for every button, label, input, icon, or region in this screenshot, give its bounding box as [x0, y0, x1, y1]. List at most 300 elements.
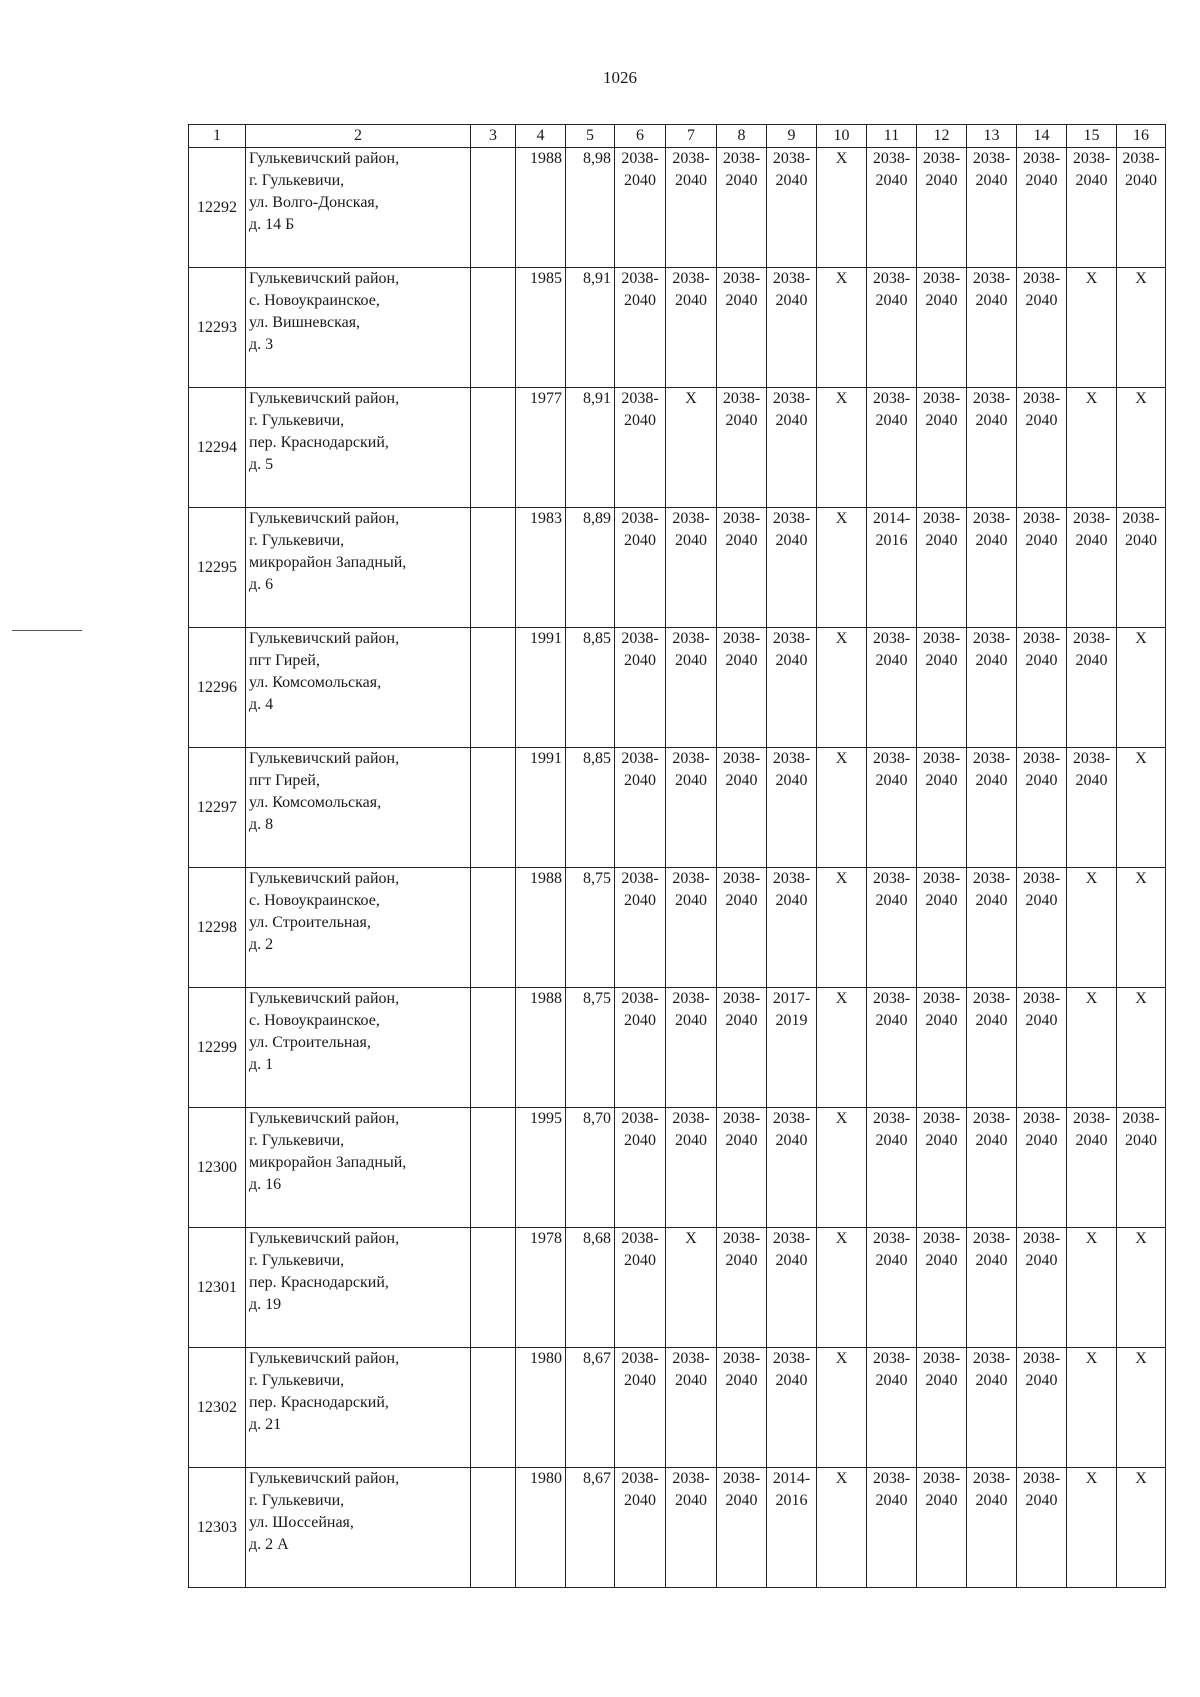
period-line: 2040: [975, 1372, 1008, 1389]
period-line: 2040: [675, 892, 707, 909]
period-line: 2038-: [621, 1350, 659, 1367]
period-cell: [917, 628, 967, 748]
period-cell: [767, 748, 817, 868]
address-line: д. 4: [249, 696, 274, 713]
table-row: [189, 148, 1166, 268]
period-line: 2040: [875, 652, 908, 669]
period-line: 2038-: [872, 1470, 911, 1487]
period-cell: [767, 1228, 817, 1348]
table-row: [189, 508, 1166, 628]
period-cell: [867, 988, 917, 1108]
address-cell: [246, 268, 471, 388]
period-line: 2040: [775, 412, 808, 429]
period-cell: [717, 268, 767, 388]
row-id: 12303: [189, 1468, 246, 1588]
period-line: 2040: [975, 1492, 1008, 1509]
year-cell: 1980: [516, 1468, 566, 1588]
period-line: 2038-: [972, 150, 1011, 167]
period-line: Х: [1135, 990, 1147, 1007]
period-line: 2040: [775, 1372, 808, 1389]
period-line: 2040: [975, 652, 1008, 669]
period-line: 2040: [1025, 652, 1058, 669]
period-line: 2038-: [872, 1230, 911, 1247]
period-line: 2038-: [772, 510, 811, 527]
period-cell: [1017, 628, 1067, 748]
period-line: 2038-: [621, 870, 659, 887]
period-line: 2038-: [872, 750, 911, 767]
period-line: 2038-: [621, 1110, 659, 1127]
period-line: 2038-: [672, 150, 710, 167]
period-line: Х: [1135, 870, 1147, 887]
period-cell: [967, 1468, 1017, 1588]
period-cell: [1117, 268, 1166, 388]
period-cell: [817, 628, 867, 748]
period-line: Х: [835, 510, 848, 527]
period-cell: [717, 1348, 767, 1468]
period-line: 2038-: [722, 1110, 761, 1127]
period-cell: [1117, 868, 1166, 988]
period-line: 2038-: [621, 630, 659, 647]
column-3-cell: [471, 148, 516, 268]
value-cell: 8,85: [566, 628, 615, 748]
period-line: 2040: [1025, 1132, 1058, 1149]
address-line: д. 1: [249, 1056, 274, 1073]
period-line: 2038-: [1022, 270, 1061, 287]
period-line: 2038-: [722, 750, 761, 767]
column-header: 7: [666, 125, 717, 148]
period-cell: [1017, 748, 1067, 868]
row-id: 12299: [189, 988, 246, 1108]
value-cell: 8,91: [566, 268, 615, 388]
period-line: 2038-: [1022, 870, 1061, 887]
row-id: 12293: [189, 268, 246, 388]
row-id: 12296: [189, 628, 246, 748]
column-3-cell: [471, 988, 516, 1108]
period-line: Х: [835, 1350, 848, 1367]
period-line: 2038-: [1122, 1110, 1160, 1127]
period-cell: [767, 988, 817, 1108]
period-line: 2038-: [621, 1230, 659, 1247]
period-line: 2038-: [872, 1350, 911, 1367]
period-line: 2038-: [872, 1110, 911, 1127]
address-line: д. 8: [249, 816, 274, 833]
period-cell: [917, 748, 967, 868]
address-line: д. 19: [249, 1296, 282, 1313]
period-cell: [1067, 748, 1117, 868]
period-line: 2040: [925, 1372, 958, 1389]
period-cell: [1017, 268, 1067, 388]
period-line: 2040: [925, 1252, 958, 1269]
period-cell: [967, 868, 1017, 988]
period-cell: [666, 508, 717, 628]
period-cell: [1067, 1468, 1117, 1588]
period-line: 2038-: [772, 270, 811, 287]
period-cell: [967, 1348, 1017, 1468]
value-cell: 8,85: [566, 748, 615, 868]
year-cell: 1980: [516, 1348, 566, 1468]
column-header: 4: [516, 125, 566, 148]
address-line: д. 16: [249, 1176, 282, 1193]
period-line: 2038-: [621, 150, 659, 167]
address-cell: [246, 388, 471, 508]
column-header: 1: [189, 125, 246, 148]
period-line: 2038-: [722, 1350, 761, 1367]
period-line: 2040: [875, 1372, 908, 1389]
period-line: 2040: [675, 652, 707, 669]
period-cell: [817, 988, 867, 1108]
period-line: 2040: [624, 172, 656, 189]
period-line: 2038-: [972, 750, 1011, 767]
period-cell: [817, 1228, 867, 1348]
period-line: 2040: [925, 772, 958, 789]
row-id: 12295: [189, 508, 246, 628]
period-cell: [666, 388, 717, 508]
period-line: 2040: [925, 1132, 958, 1149]
period-cell: [615, 1348, 666, 1468]
period-line: 2040: [1025, 532, 1058, 549]
period-cell: [917, 1108, 967, 1228]
period-cell: [666, 868, 717, 988]
period-cell: [666, 268, 717, 388]
period-line: 2014-: [872, 510, 911, 527]
period-line: 2040: [875, 412, 908, 429]
period-line: 2038-: [872, 990, 911, 1007]
period-line: 2040: [775, 1132, 808, 1149]
period-cell: [717, 748, 767, 868]
period-line: 2038-: [722, 270, 761, 287]
period-line: 2040: [975, 1012, 1008, 1029]
period-cell: [1067, 628, 1117, 748]
table-row: [189, 1108, 1166, 1228]
column-header: 16: [1117, 125, 1166, 148]
period-line: 2038-: [772, 750, 811, 767]
period-line: 2040: [624, 412, 656, 429]
year-cell: 1978: [516, 1228, 566, 1348]
period-line: 2038-: [722, 990, 761, 1007]
row-id: 12298: [189, 868, 246, 988]
period-line: 2038-: [621, 390, 659, 407]
period-line: 2040: [624, 772, 656, 789]
value-cell: 8,75: [566, 988, 615, 1108]
period-cell: [817, 1348, 867, 1468]
period-line: 2038-: [1022, 390, 1061, 407]
period-cell: [1117, 628, 1166, 748]
address-line: Гулькевичский район,: [249, 990, 400, 1007]
value-cell: 8,98: [566, 148, 615, 268]
period-cell: [967, 388, 1017, 508]
row-id: 12300: [189, 1108, 246, 1228]
address-line: д. 14 Б: [249, 216, 295, 233]
period-cell: [767, 268, 817, 388]
period-line: 2040: [624, 292, 656, 309]
column-header: 3: [471, 125, 516, 148]
period-cell: [917, 268, 967, 388]
period-line: 2040: [725, 1012, 758, 1029]
period-line: 2040: [725, 892, 758, 909]
period-cell: [967, 148, 1017, 268]
period-cell: [867, 748, 917, 868]
row-id: 12301: [189, 1228, 246, 1348]
period-line: 2040: [1125, 1132, 1157, 1149]
period-line: 2040: [875, 1012, 908, 1029]
period-line: 2040: [675, 1012, 707, 1029]
address-line: д. 2: [249, 936, 274, 953]
address-line: Гулькевичский район,: [249, 390, 400, 407]
period-line: 2040: [925, 412, 958, 429]
period-cell: [1017, 868, 1067, 988]
address-cell: [246, 628, 471, 748]
table-header: [189, 125, 1166, 148]
period-line: 2038-: [772, 150, 811, 167]
address-line: г. Гулькевичи,: [249, 1252, 345, 1269]
year-cell: 1988: [516, 988, 566, 1108]
period-line: 2038-: [772, 1350, 811, 1367]
value-cell: 8,67: [566, 1348, 615, 1468]
row-id: 12294: [189, 388, 246, 508]
period-line: 2038-: [922, 1350, 961, 1367]
column-3-cell: [471, 748, 516, 868]
period-line: 2038-: [1022, 1110, 1061, 1127]
period-line: 2040: [775, 532, 808, 549]
period-line: 2040: [875, 1492, 908, 1509]
address-cell: [246, 868, 471, 988]
table-row: [189, 268, 1166, 388]
address-line: г. Гулькевичи,: [249, 412, 345, 429]
period-line: 2040: [925, 1492, 958, 1509]
period-cell: [615, 748, 666, 868]
column-header: 9: [767, 125, 817, 148]
period-line: 2040: [624, 1012, 656, 1029]
period-line: 2040: [1075, 772, 1108, 789]
period-line: 2038-: [722, 390, 761, 407]
period-line: 2038-: [722, 870, 761, 887]
period-line: 2038-: [722, 630, 761, 647]
address-line: микрорайон Западный,: [249, 1154, 407, 1171]
address-line: ул. Вишневская,: [249, 314, 361, 331]
period-line: 2040: [875, 1132, 908, 1149]
table-row: [189, 868, 1166, 988]
period-cell: [666, 148, 717, 268]
period-line: 2040: [1025, 292, 1058, 309]
period-cell: [666, 1348, 717, 1468]
period-cell: [917, 1228, 967, 1348]
column-3-cell: [471, 628, 516, 748]
period-line: 2038-: [922, 990, 961, 1007]
period-cell: [867, 1468, 917, 1588]
period-line: Х: [1085, 870, 1098, 887]
table-row: [189, 748, 1166, 868]
address-line: ул. Строительная,: [249, 914, 371, 931]
period-cell: [967, 1108, 1017, 1228]
period-cell: [717, 1468, 767, 1588]
period-line: Х: [1135, 1230, 1147, 1247]
period-line: 2038-: [722, 1230, 761, 1247]
period-cell: [817, 268, 867, 388]
address-line: пер. Краснодарский,: [249, 434, 389, 451]
value-cell: 8,91: [566, 388, 615, 508]
address-line: д. 2 А: [249, 1536, 289, 1553]
period-line: 2016: [775, 1492, 808, 1509]
period-line: 2040: [775, 292, 808, 309]
period-line: 2038-: [1072, 750, 1111, 767]
period-line: Х: [1135, 270, 1147, 287]
period-line: Х: [1135, 390, 1147, 407]
period-cell: [1017, 1348, 1067, 1468]
period-line: 2038-: [672, 1470, 710, 1487]
address-line: ул. Волго-Донская,: [249, 194, 379, 211]
period-line: 2040: [975, 172, 1008, 189]
period-line: 2040: [975, 532, 1008, 549]
period-cell: [767, 628, 817, 748]
period-line: 2019: [775, 1012, 808, 1029]
period-cell: [817, 748, 867, 868]
period-line: Х: [1135, 1350, 1147, 1367]
address-line: Гулькевичский район,: [249, 150, 400, 167]
period-line: 2038-: [922, 150, 961, 167]
period-line: 2040: [725, 652, 758, 669]
period-line: 2040: [875, 772, 908, 789]
period-line: Х: [835, 270, 848, 287]
period-line: 2040: [1025, 1492, 1058, 1509]
period-line: 2038-: [1022, 510, 1061, 527]
column-header: 10: [817, 125, 867, 148]
period-line: Х: [1085, 990, 1098, 1007]
period-line: Х: [1135, 630, 1147, 647]
period-cell: [867, 148, 917, 268]
period-line: 2038-: [672, 510, 710, 527]
period-line: 2038-: [972, 870, 1011, 887]
period-line: Х: [835, 1110, 848, 1127]
period-line: 2038-: [1072, 1110, 1111, 1127]
period-line: 2040: [1025, 772, 1058, 789]
period-line: 2016: [875, 532, 908, 549]
period-cell: [867, 868, 917, 988]
address-line: д. 6: [249, 576, 274, 593]
period-line: 2038-: [621, 1470, 659, 1487]
period-cell: [867, 1108, 917, 1228]
period-line: 2038-: [922, 270, 961, 287]
column-3-cell: [471, 1228, 516, 1348]
address-cell: [246, 1468, 471, 1588]
column-header: 6: [615, 125, 666, 148]
year-cell: 1991: [516, 628, 566, 748]
period-line: 2040: [624, 1252, 656, 1269]
period-cell: [615, 268, 666, 388]
year-cell: 1988: [516, 148, 566, 268]
period-cell: [1117, 508, 1166, 628]
period-line: 2038-: [872, 870, 911, 887]
table-row: [189, 1228, 1166, 1348]
period-cell: [817, 508, 867, 628]
period-line: 2040: [975, 772, 1008, 789]
year-cell: 1985: [516, 268, 566, 388]
period-cell: [615, 628, 666, 748]
period-line: 2038-: [872, 630, 911, 647]
period-cell: [767, 1468, 817, 1588]
period-cell: [767, 1348, 817, 1468]
period-line: 2040: [925, 652, 958, 669]
period-cell: [615, 1228, 666, 1348]
address-line: пгт Гирей,: [249, 772, 320, 789]
period-line: 2040: [975, 892, 1008, 909]
period-line: 2040: [725, 1492, 758, 1509]
address-line: д. 5: [249, 456, 274, 473]
period-cell: [717, 868, 767, 988]
period-cell: [817, 1468, 867, 1588]
value-cell: 8,75: [566, 868, 615, 988]
period-cell: [867, 388, 917, 508]
address-line: Гулькевичский район,: [249, 510, 400, 527]
period-line: 2038-: [972, 1470, 1011, 1487]
period-cell: [967, 628, 1017, 748]
period-line: 2038-: [972, 1350, 1011, 1367]
period-cell: [817, 868, 867, 988]
period-line: 2040: [725, 412, 758, 429]
period-line: 2040: [875, 172, 908, 189]
period-line: 2040: [1125, 172, 1157, 189]
period-line: 2038-: [621, 990, 659, 1007]
column-number-row: [189, 125, 1166, 148]
column-header: 8: [717, 125, 767, 148]
period-line: 2038-: [922, 750, 961, 767]
table-row: [189, 628, 1166, 748]
period-cell: [1017, 988, 1067, 1108]
period-line: 2038-: [972, 1230, 1011, 1247]
period-cell: [666, 988, 717, 1108]
period-cell: [1017, 1228, 1067, 1348]
period-line: 2040: [675, 1372, 707, 1389]
period-line: 2040: [1075, 532, 1108, 549]
period-line: Х: [1085, 1230, 1098, 1247]
column-header: 2: [246, 125, 471, 148]
period-line: 2038-: [672, 1110, 710, 1127]
period-line: 2038-: [922, 630, 961, 647]
period-cell: [717, 1108, 767, 1228]
address-cell: [246, 748, 471, 868]
period-line: 2038-: [1022, 1350, 1061, 1367]
column-3-cell: [471, 1468, 516, 1588]
period-line: 2038-: [1122, 150, 1160, 167]
period-line: 2040: [624, 532, 656, 549]
housing-registry-table: [188, 124, 1166, 1588]
period-cell: [867, 268, 917, 388]
period-line: 2040: [1025, 1012, 1058, 1029]
period-line: Х: [685, 390, 697, 407]
period-line: 2038-: [872, 270, 911, 287]
period-line: Х: [1135, 750, 1147, 767]
period-line: 2038-: [1022, 990, 1061, 1007]
period-line: 2040: [775, 1252, 808, 1269]
period-line: 2038-: [621, 510, 659, 527]
address-line: Гулькевичский район,: [249, 1110, 400, 1127]
period-line: 2040: [775, 652, 808, 669]
period-line: 2040: [775, 772, 808, 789]
period-cell: [767, 1108, 817, 1228]
address-cell: [246, 1348, 471, 1468]
period-cell: [717, 628, 767, 748]
address-cell: [246, 508, 471, 628]
period-line: 2038-: [672, 870, 710, 887]
period-line: 2040: [675, 772, 707, 789]
period-cell: [767, 148, 817, 268]
address-line: г. Гулькевичи,: [249, 532, 345, 549]
address-line: ул. Комсомольская,: [249, 794, 382, 811]
period-cell: [666, 1108, 717, 1228]
period-line: 2038-: [972, 990, 1011, 1007]
address-line: Гулькевичский район,: [249, 1470, 400, 1487]
period-line: 2040: [725, 532, 758, 549]
period-line: 2038-: [922, 510, 961, 527]
